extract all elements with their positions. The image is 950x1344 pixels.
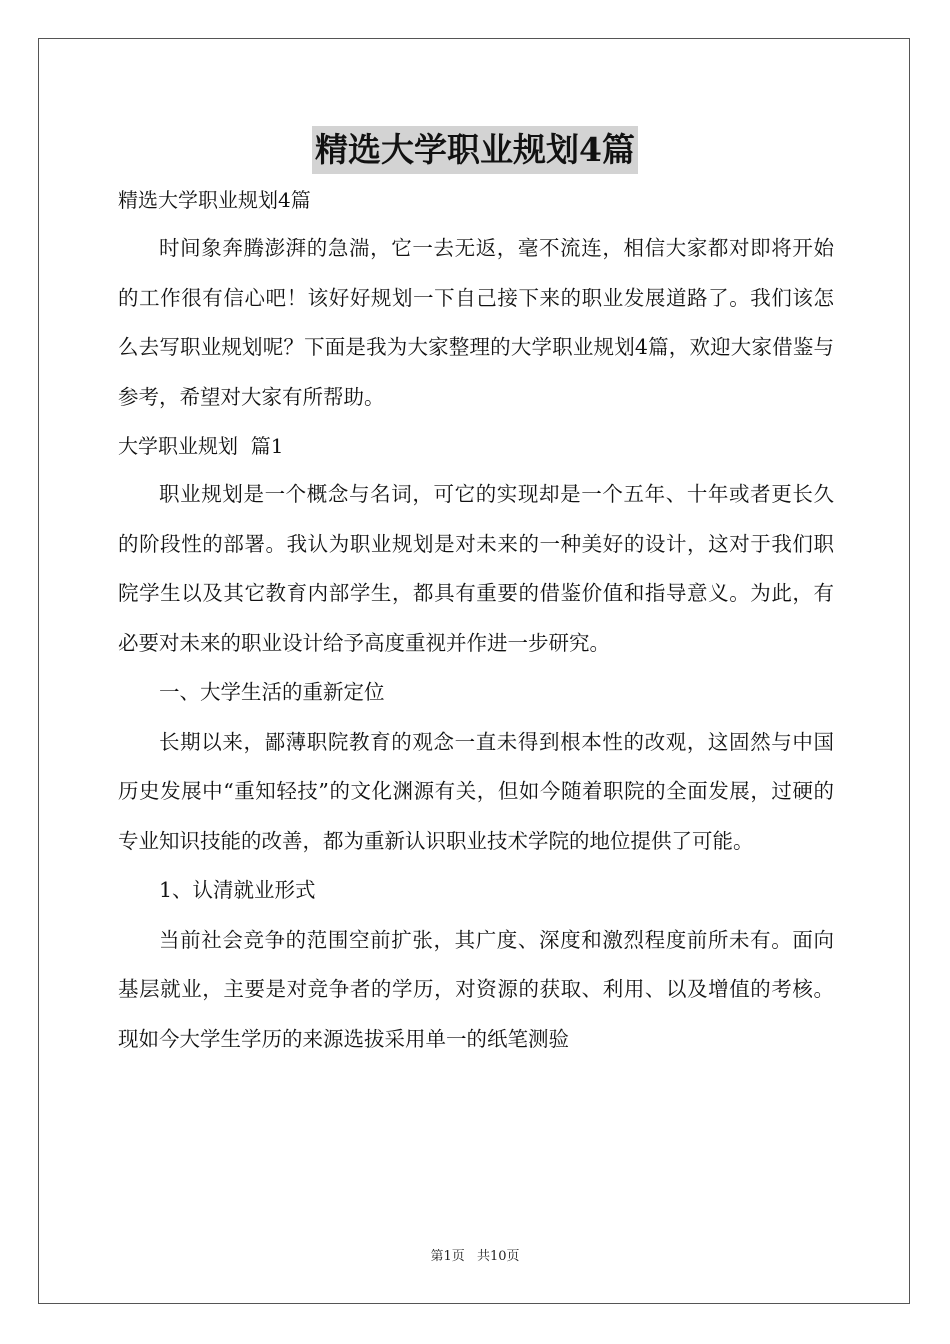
- document-subtitle: 精选大学职业规划4篇: [118, 188, 311, 212]
- document-title: 精选大学职业规划4篇: [312, 126, 638, 174]
- paragraph-3: 当前社会竞争的范围空前扩张，其广度、深度和激烈程度前所未有。面向基层就业，主要是对竞争者的学历，对资源的获取、利用、以及增值的考核。现如今大学生学历的来源选拔采用单一的纸笔测验: [118, 927, 834, 1051]
- page-number: 第1页: [430, 1249, 465, 1264]
- heading-2: 1、认清就业形式: [159, 878, 316, 902]
- heading-1: 一、大学生活的重新定位: [159, 680, 385, 704]
- page-footer: [0, 1245, 950, 1264]
- page-total: 共10页: [476, 1249, 520, 1264]
- title-wrap: [0, 126, 950, 174]
- document-body: [118, 176, 834, 1064]
- paragraph-2: 长期以来，鄙薄职院教育的观念一直未得到根本性的改观，这固然与中国历史发展中“重知轻技”的文化渊源有关，但如今随着职院的全面发展，过硬的专业知识技能的改善，都为重新认识职业技术学院的地位提供了可能。: [118, 729, 834, 853]
- intro-paragraph: 时间象奔腾澎湃的急湍，它一去无返，毫不流连，相信大家都对即将开始的工作很有信心吧！该好好规划一下自己接下来的职业发展道路了。我们该怎么去写职业规划呢？下面是我为大家整理的大学职业规划4篇，欢迎大家借鉴与参考，希望对大家有所帮助。: [118, 236, 834, 409]
- paragraph-1: 职业规划是一个概念与名词，可它的实现却是一个五年、十年或者更长久的阶段性的部署。我认为职业规划是对未来的一种美好的设计，这对于我们职院学生以及其它教育内部学生，都具有重要的借鉴价值和指导意义。为此，有必要对未来的职业设计给予高度重视并作进一步研究。: [118, 482, 834, 655]
- section-heading: 大学职业规划 篇1: [118, 434, 284, 458]
